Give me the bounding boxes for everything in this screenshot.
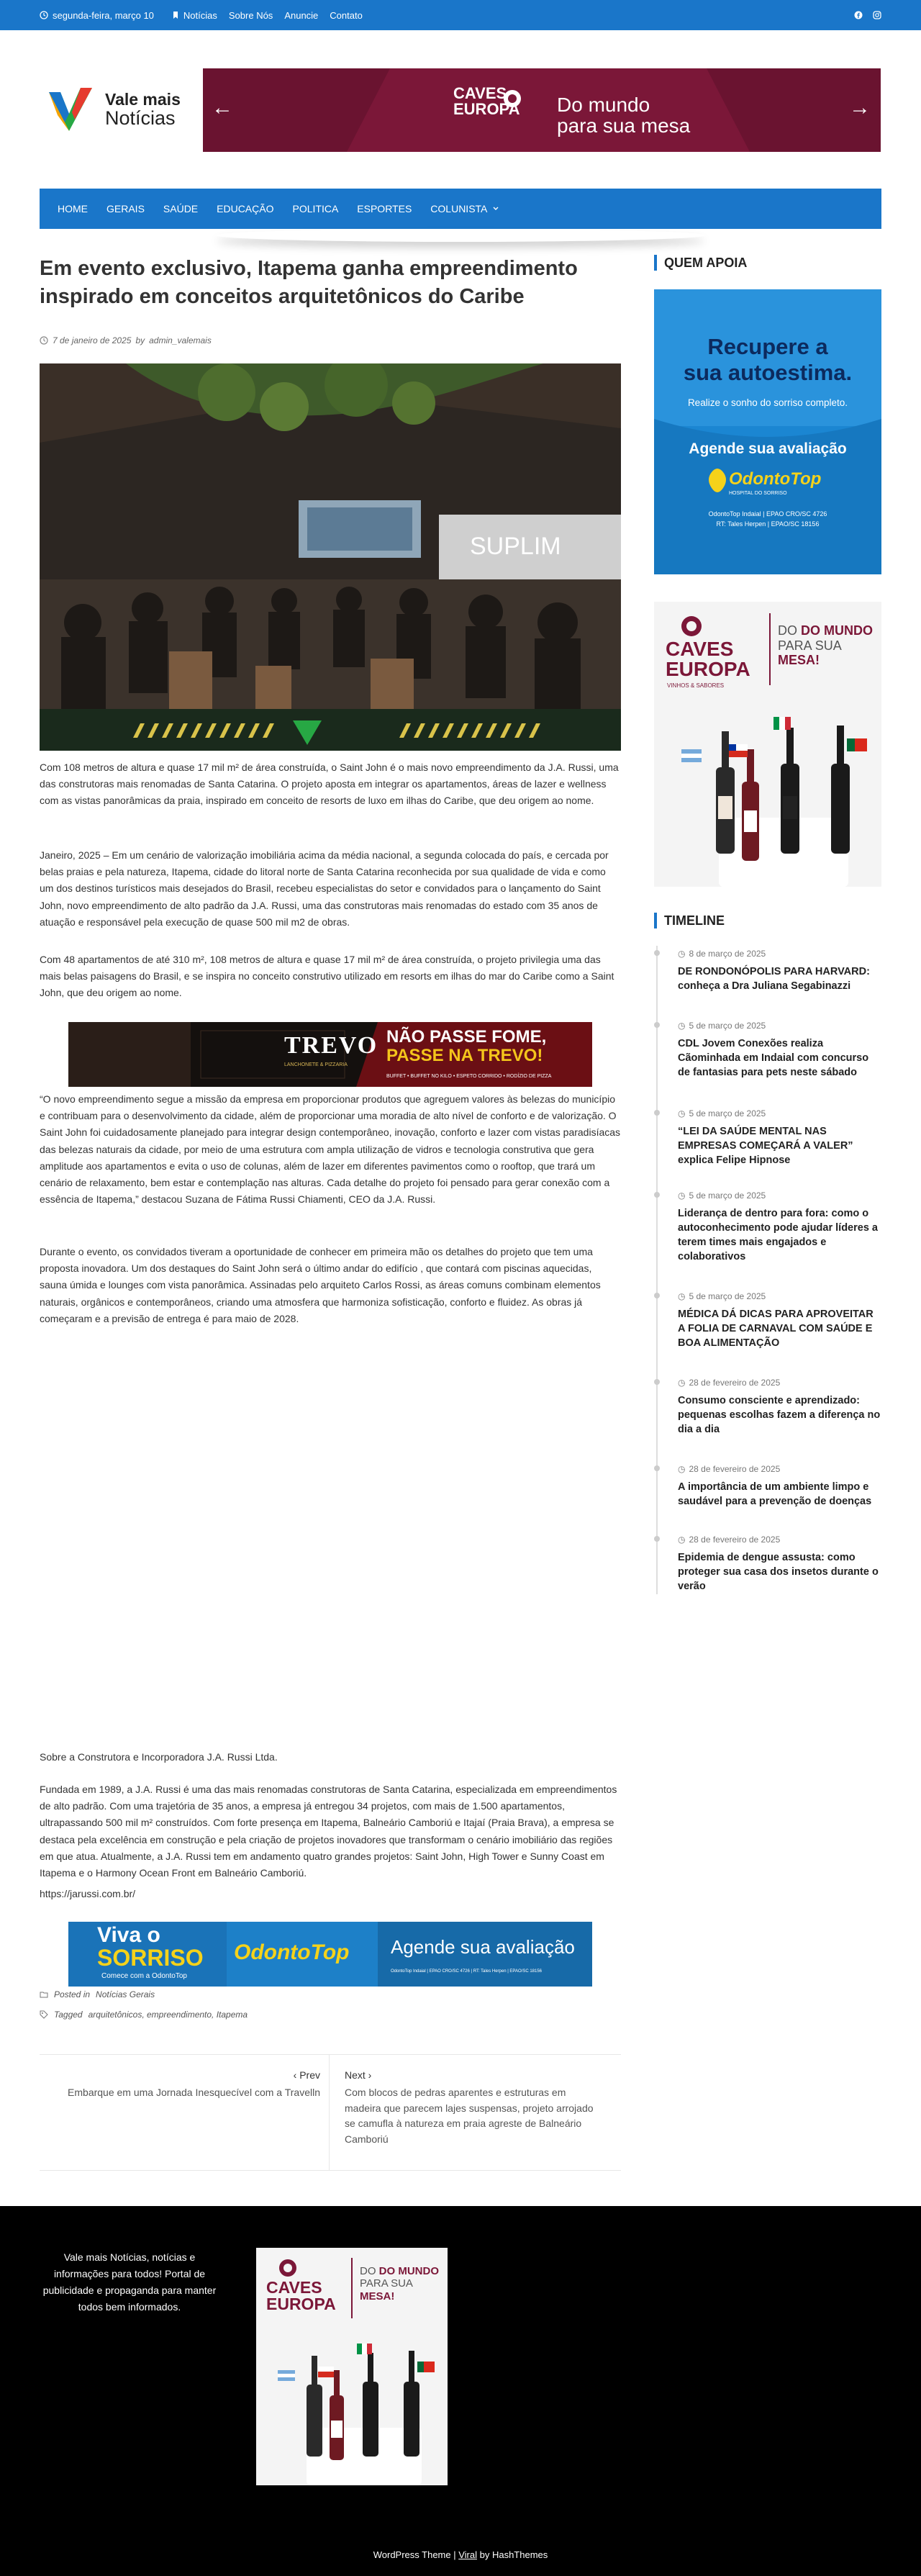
prev-post-link[interactable] bbox=[47, 2069, 320, 2101]
tag-icon bbox=[40, 2010, 48, 2019]
article-paragraph-4: “O novo empreendimento segue a missão da empresa em proporcionar produtos que agreguem valores às belezas do município e contribuam para o desenvolvimento da cidade, além de proporcionar uma moradia de alto nível de conforto e de valorização. O Saint John foi cuidadosamente planejado para integrar design contemporâneo, inovação, conforto e lazer com vistas paradisíacas das belezas naturais da cidade, por meio de uma estrutura com ampla utilização de vidros e tecnologia construtiva que gera amplitude aos apartamentos e evita o uso de colunas, além de lazer em diferentes pavimentos como o rooftop, que trará um cenário de relaxamento, bem estar e contemplação nas alturas. Cada detalhe do projeto foi pensado para gerar conexão com a essência de Itapema,” destacou Suzana de Fátima Russi Chiamenti, CEO da J.A. Russi. bbox=[40, 1093, 621, 1206]
sorriso-fine: OdontoTop Indaial | EPAO CRO/SC 4726 | RT: Tales Herpen | EPAO/SC 18156 bbox=[391, 1969, 543, 1974]
article-photo bbox=[40, 363, 621, 751]
logo-line1: Vale mais bbox=[105, 89, 181, 109]
heading-accent-bar bbox=[654, 255, 657, 271]
timeline-title-link[interactable]: MÉDICA DÁ DICAS PARA APROVEITAR A FOLIA DE CARNAVAL COM SAÚDE E BOA ALIMENTAÇÃO bbox=[678, 1309, 874, 1349]
odonto-brand-sub: HOSPITAL DO SORRISO bbox=[729, 491, 787, 496]
timeline-line bbox=[656, 946, 658, 1594]
banner-brand-line2: EUROPA bbox=[453, 100, 520, 118]
photo-sign-text: SUPLIM bbox=[470, 533, 561, 560]
top-bar bbox=[0, 0, 921, 30]
top-link-label: Notícias bbox=[183, 9, 217, 21]
sorriso-brand: OdontoTop bbox=[234, 1940, 350, 1964]
event-photo-illustration bbox=[40, 363, 621, 751]
timeline-date: ◷ 5 de março de 2025 bbox=[678, 1021, 766, 1031]
caves-slogan-3: MESA! bbox=[778, 653, 820, 668]
timeline-dot bbox=[654, 1192, 660, 1198]
article-by: by bbox=[135, 335, 145, 345]
trevo-name: TREVO bbox=[284, 1032, 378, 1059]
nav-colunista[interactable] bbox=[430, 203, 499, 214]
caves-slogan-1: DO DO MUNDO bbox=[778, 623, 874, 638]
logo-line2: Notícias bbox=[105, 107, 176, 129]
footer-caves-slogan bbox=[360, 2265, 439, 2302]
odonto-cta: Agende sua avaliação bbox=[689, 440, 847, 457]
timeline-dot bbox=[654, 1536, 660, 1542]
banner-brand-line1: CAVES bbox=[453, 84, 507, 102]
footer-caves-slogan-1-bold: DO MUNDO bbox=[378, 2265, 439, 2277]
main-navigation bbox=[40, 189, 881, 229]
caves-brand bbox=[666, 639, 750, 679]
odonto-fine-2: RT: Tales Herpen | EPAO/SC 18156 bbox=[716, 520, 820, 528]
footer-caves-slogan-2: PARA SUA bbox=[360, 2277, 413, 2290]
caves-europa-sidebar-ad[interactable] bbox=[654, 602, 881, 887]
next-title: Com blocos de pedras aparentes e estruturas em madeira que parecem lajes suspensas, projeto arrojado se camufla à natureza em praia agreste de Balneário Camboriú bbox=[345, 2087, 594, 2146]
nav-colunista-label: COLUNISTA bbox=[430, 203, 488, 214]
trevo-headline-2: PASSE NA TREVO! bbox=[386, 1046, 543, 1066]
article-paragraph-2: Janeiro, 2025 – Em um cenário de valorização imobiliária acima da média nacional, a segunda colocada do país, e cercada por belas praias e pela natureza, Itapema, cidade do litoral norte de Santa Catarina reconhecida por sua qualidade de vida e como um dos destinos turísticos mais desejados do Brasil, recebeu especialistas do setor e convidados para o lançamento do Saint John, novo empreendimento de alto padrão da J.A. Russi, uma das construtoras mais renomadas do estado com 35 anos de atuação e responsável pela execução de quase 500 mil m2 de obras. bbox=[40, 849, 609, 928]
site-logo[interactable] bbox=[43, 81, 187, 138]
prev-title: Embarque em uma Jornada Inesquecível com a Travelln bbox=[68, 2087, 320, 2098]
odonto-headline bbox=[654, 334, 881, 385]
clock-icon bbox=[40, 336, 48, 345]
banner-slogan-line1: Do mundo bbox=[557, 94, 650, 116]
article-paragraph-7: Fundada em 1989, a J.A. Russi é uma das mais renomadas construtoras de Santa Catarina, especializada em empreendimentos de alto padrão. Com uma trajetória de 35 anos, a empresa já entregou 34 projetos, com mais de 1.500 apartamentos, ultrapassando 500 mil m² construídos. Com forte presença em Itapema, Balneário Camboriú e Itajaí (Praia Brava), a empresa se destaca pela excelência em construção e pela criação de projetos inovadores que transformam o cenário imobiliário das regiões em que atua. Atualmente, a J.A. Russi tem em andamento quatro grandes projetos: Saint John, High Tower e Sunny Coast em Itapema e o Harmony Ocean Front em Balneário Camboriú. bbox=[40, 1784, 617, 1879]
next-label-row: Next › bbox=[345, 2069, 372, 2081]
odonto-fine bbox=[654, 510, 881, 529]
banner-next-arrow[interactable]: → bbox=[849, 96, 871, 119]
timeline-dot bbox=[654, 1465, 660, 1471]
sorriso-headline-2: SORRISO bbox=[97, 1945, 204, 1971]
timeline-date: ◷ 28 de fevereiro de 2025 bbox=[678, 1378, 781, 1388]
next-post-link[interactable] bbox=[345, 2069, 604, 2148]
nav-politica[interactable]: POLITICA bbox=[292, 203, 339, 214]
timeline-title-link[interactable]: A importância de um ambiente limpo e saudável para a prevenção de doenças bbox=[678, 1481, 872, 1507]
top-link-contato[interactable]: Contato bbox=[330, 9, 363, 21]
timeline-date: ◷ 28 de fevereiro de 2025 bbox=[678, 1464, 781, 1474]
banner-prev-arrow[interactable]: ← bbox=[212, 96, 233, 119]
posted-in-label: Posted in bbox=[54, 1989, 91, 1999]
timeline-title-link[interactable]: DE RONDONÓPOLIS PARA HARVARD: conheça a Dra Juliana Segabinazzi bbox=[678, 966, 870, 992]
top-link-noticias[interactable] bbox=[171, 10, 217, 21]
timeline-date: ◷ 8 de março de 2025 bbox=[678, 949, 766, 959]
posted-in-category[interactable]: Notícias Gerais bbox=[96, 1989, 155, 1999]
top-link-anuncie[interactable]: Anuncie bbox=[284, 9, 319, 21]
caves-slogan-2: PARA SUA bbox=[778, 638, 842, 653]
caves-brand-sub: VINHOS & SABORES bbox=[667, 682, 725, 689]
facebook-icon[interactable] bbox=[854, 11, 863, 19]
caves-brand-2: EUROPA bbox=[666, 658, 750, 680]
tagged-row bbox=[40, 2010, 248, 2020]
timeline-date: ◷ 28 de fevereiro de 2025 bbox=[678, 1535, 781, 1545]
sorriso-ad-banner[interactable] bbox=[68, 1922, 592, 1987]
article-paragraph-3: Com 48 apartamentos de até 310 m², 108 metros de altura e quase 17 mil m² de área construída, o projeto privilegia uma das mais belas paisagens do Brasil, e se inspira no conceito construtivo utilizado em resorts em ilhas do mar do Caribe como a Saint John, que deu origem ao nome. bbox=[40, 954, 614, 999]
timeline-dot bbox=[654, 950, 660, 956]
prev-label: Prev bbox=[299, 2069, 320, 2081]
timeline-date: ◷ 5 de março de 2025 bbox=[678, 1108, 766, 1118]
credit-text-a: WordPress Theme | bbox=[373, 2549, 459, 2560]
article-paragraph-6: Sobre a Construtora e Incorporadora J.A. Russi Ltda. bbox=[40, 1751, 278, 1763]
banner-slogan bbox=[557, 94, 690, 137]
timeline-date-text: 5 de março de 2025 bbox=[689, 1021, 766, 1031]
footer-caves-brand-1: CAVES bbox=[266, 2278, 322, 2297]
footer-caves-brand-2: EUROPA bbox=[266, 2295, 336, 2313]
timeline-dot bbox=[654, 1293, 660, 1298]
caves-slogan-1-bold: DO MUNDO bbox=[801, 623, 874, 638]
timeline-date-text: 5 de março de 2025 bbox=[689, 1291, 766, 1301]
timeline-title-link[interactable]: “LEI DA SAÚDE MENTAL NAS EMPRESAS COMEÇARÁ A VALER” explica Felipe Hipnose bbox=[678, 1126, 853, 1166]
quem-apoia-title: QUEM APOIA bbox=[664, 255, 748, 270]
footer-caves-slogan-1: DO DO MUNDO bbox=[360, 2265, 439, 2277]
site-footer bbox=[0, 2206, 921, 2576]
timeline-list bbox=[654, 943, 881, 1594]
footer-credit bbox=[0, 2549, 921, 2560]
timeline-heading bbox=[654, 913, 725, 928]
timeline-title-link[interactable]: Liderança de dentro para fora: como o autoconhecimento pode ajudar líderes a terem times mais engajados e colaborativos bbox=[678, 1208, 878, 1262]
timeline-date-text: 8 de março de 2025 bbox=[689, 949, 766, 959]
bookmark-icon bbox=[171, 11, 180, 19]
timeline-date-text: 28 de fevereiro de 2025 bbox=[689, 1378, 781, 1388]
timeline-dot bbox=[654, 1379, 660, 1385]
post-nav-divider bbox=[329, 2055, 330, 2170]
date-display bbox=[40, 10, 154, 21]
chevron-down-icon bbox=[493, 207, 499, 211]
sorriso-sub: Comece com a OdontoTop bbox=[101, 1972, 187, 1980]
banner-slogan-line2: para sua mesa bbox=[557, 114, 691, 137]
folder-icon bbox=[40, 1990, 48, 1999]
timeline-date-text: 28 de fevereiro de 2025 bbox=[689, 1535, 781, 1545]
timeline-date-text: 5 de março de 2025 bbox=[689, 1190, 766, 1201]
nav-saude[interactable]: SAÚDE bbox=[163, 203, 199, 214]
posted-in-row bbox=[40, 1989, 155, 1999]
timeline-date-text: 5 de março de 2025 bbox=[689, 1108, 766, 1118]
top-link-sobre[interactable]: Sobre Nós bbox=[228, 9, 273, 21]
nav-shadow bbox=[216, 229, 705, 242]
trevo-ad-banner[interactable] bbox=[68, 1022, 592, 1087]
timeline-date: ◷ 5 de março de 2025 bbox=[678, 1291, 766, 1301]
banner-brand bbox=[453, 86, 520, 117]
logo-mark-icon bbox=[43, 82, 98, 137]
article-source-link[interactable]: https://jarussi.com.br/ bbox=[40, 1888, 136, 1899]
timeline-dot bbox=[654, 1022, 660, 1028]
article-author[interactable]: admin_valemais bbox=[149, 335, 212, 345]
odonto-headline-1: Recupere a bbox=[707, 334, 828, 359]
nav-home[interactable]: HOME bbox=[58, 203, 88, 214]
odonto-headline-2: sua autoestima. bbox=[683, 359, 853, 385]
trevo-sub: LANCHONETE & PIZZARIA bbox=[284, 1062, 348, 1067]
instagram-icon[interactable] bbox=[873, 11, 881, 19]
caves-slogan bbox=[778, 623, 873, 668]
sorriso-headline-1: Viva o bbox=[97, 1923, 160, 1947]
nav-gerais[interactable]: GERAIS bbox=[106, 203, 145, 214]
timeline-title: TIMELINE bbox=[664, 913, 725, 928]
timeline-title-link[interactable]: Consumo consciente e aprendizado: pequenas escolhas fazem a diferença no dia a dia bbox=[678, 1395, 881, 1435]
trevo-headline-1: NÃO PASSE FOME, bbox=[386, 1027, 547, 1047]
odonto-fine-1: OdontoTop Indaial | EPAO CRO/SC 4726 bbox=[708, 510, 827, 518]
quem-apoia-heading bbox=[654, 255, 747, 271]
article-title: Em evento exclusivo, Itapema ganha empreendimento inspirado em conceitos arquitetônicos do Caribe bbox=[40, 257, 578, 309]
caves-brand-1: CAVES bbox=[666, 638, 734, 660]
nav-esportes[interactable]: ESPORTES bbox=[357, 203, 412, 214]
timeline-dot bbox=[654, 1110, 660, 1116]
tagged-values[interactable]: arquitetônicos, empreendimento, Itapema bbox=[88, 2010, 248, 2020]
trevo-services: BUFFET • BUFFET NO KILO • ESPETO CORRIDO • RODÍZIO DE PIZZA bbox=[386, 1074, 552, 1079]
clock-icon bbox=[40, 11, 48, 19]
post-navigation bbox=[40, 2054, 621, 2171]
timeline-date: ◷ 5 de março de 2025 bbox=[678, 1190, 766, 1201]
timeline-date-text: 28 de fevereiro de 2025 bbox=[689, 1464, 781, 1474]
timeline-title-link[interactable]: CDL Jovem Conexões realiza Cãominhada em Indaial com concurso de fantasias para pets neste sábado bbox=[678, 1038, 869, 1078]
footer-caves-slogan-3: MESA! bbox=[360, 2290, 395, 2302]
odonto-brand: OdontoTop bbox=[729, 469, 822, 489]
article-meta bbox=[40, 335, 212, 345]
social-links bbox=[854, 11, 881, 19]
credit-theme-link[interactable]: Viral bbox=[458, 2549, 477, 2560]
heading-accent-bar bbox=[654, 913, 657, 928]
footer-caves-brand bbox=[266, 2279, 336, 2313]
odonto-ad-bg bbox=[654, 289, 881, 574]
article-paragraph-5: Durante o evento, os convidados tiveram a oportunidade de conhecer em primeira mão os detalhes do projeto que tem uma proposta inovadora. Um dos destaques do Saint John será o último andar do edifício , que contará com piscinas aquecidas, sauna úmida e lounges com vista panorâmica. Assinadas pelo arquiteto Carlos Rossi, as áreas comuns combinam elementos naturais, orgânicos e contemporâneos, criando uma atmosfera que harmoniza sofisticação, conforto e fluidez. As obras já começaram e a previsão de entrega é para maio de 2028. bbox=[40, 1246, 601, 1324]
odonto-sub: Realize o sonho do sorriso completo. bbox=[687, 397, 848, 408]
date-text: segunda-feira, março 10 bbox=[53, 9, 154, 21]
tagged-label: Tagged bbox=[54, 2010, 83, 2020]
prev-label-row: ‹ Prev bbox=[293, 2069, 320, 2081]
article-paragraph-1: Com 108 metros de altura e quase 17 mil m² de área construída, o Saint John é o mais novo empreendimento da J.A. Russi, uma das construtoras mais renomadas de Santa Catarina. O projeto aposta em integrar os apartamentos, áreas de lazer e wellness com as vistas panorâmicas da praia, inspirado em conceito de resorts de luxo em ilhas do Caribe, que deu origem ao nome. bbox=[40, 761, 619, 807]
timeline-title-link[interactable]: Epidemia de dengue assusta: como proteger sua casa dos insetos durante o verão bbox=[678, 1552, 879, 1592]
odontotop-sidebar-ad[interactable] bbox=[654, 289, 881, 574]
credit-text-b: by HashThemes bbox=[477, 2549, 548, 2560]
footer-about: Vale mais Notícias, notícias e informações para todos! Portal de publicidade e propaganda para manter todos bem informados. bbox=[42, 2251, 217, 2313]
header-banner-ad[interactable] bbox=[203, 68, 881, 152]
next-label: Next bbox=[345, 2069, 366, 2081]
banner-background bbox=[203, 68, 881, 152]
sorriso-cta: Agende sua avaliação bbox=[391, 1936, 575, 1958]
footer-caves-ad[interactable] bbox=[256, 2248, 448, 2485]
nav-educacao[interactable]: EDUCAÇÃO bbox=[217, 203, 274, 214]
article-date: 7 de janeiro de 2025 bbox=[53, 335, 132, 345]
trevo-headline bbox=[386, 1028, 546, 1066]
